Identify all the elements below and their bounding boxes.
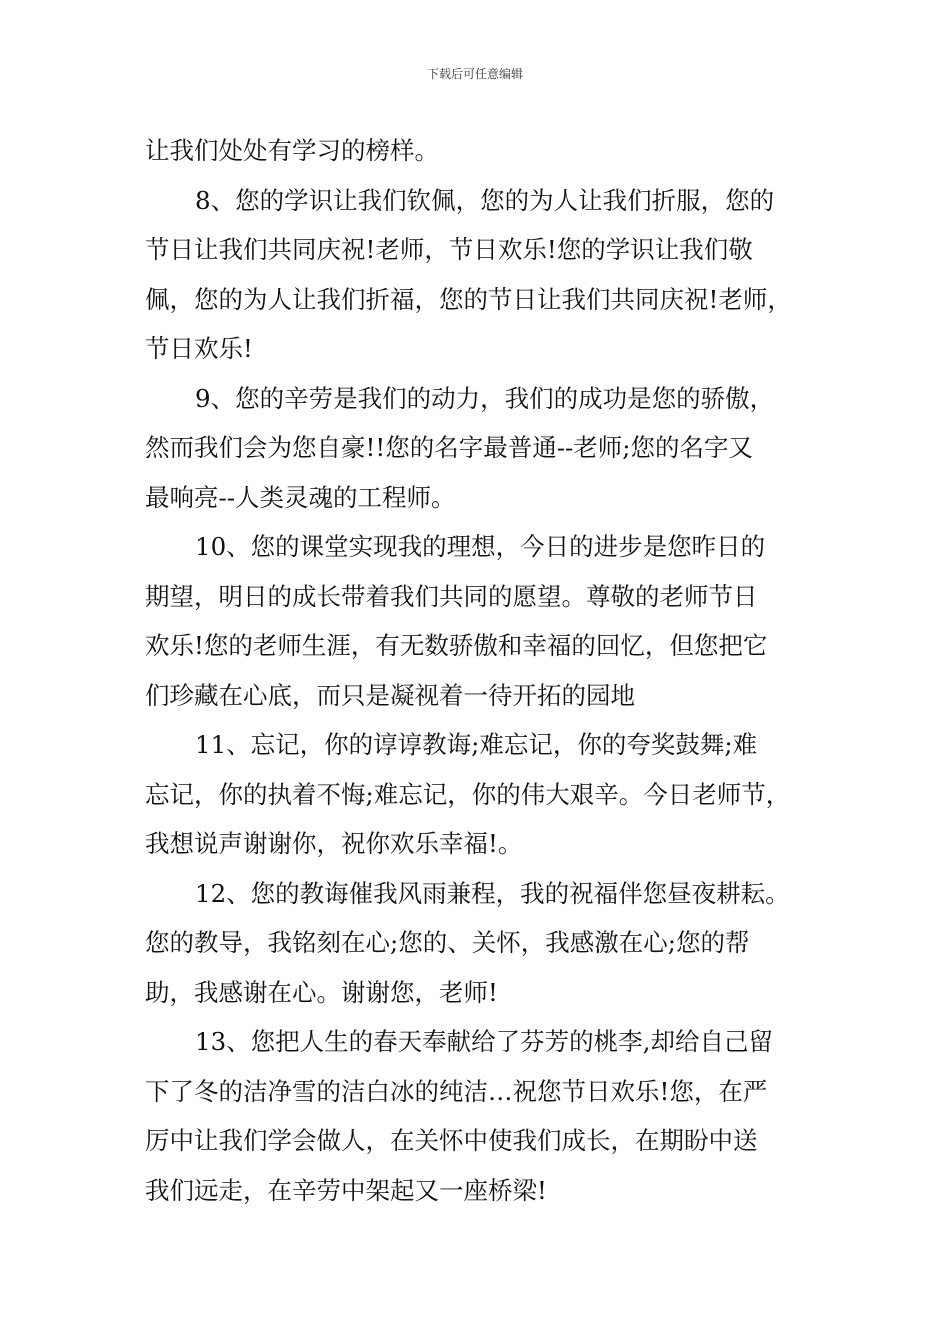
document-body xyxy=(145,126,815,1215)
text-line: 助，我感谢在心。谢谢您，老师! xyxy=(145,977,498,1007)
text-line: 我们远走，在辛劳中架起又一座桥梁! xyxy=(145,1175,547,1205)
text-line: 节日欢乐! xyxy=(145,334,253,363)
text-line: 让我们处处有学习的榜样。 xyxy=(145,136,439,165)
text-line: 然而我们会为您自豪!!您的名字最普通--老师;您的名字又 xyxy=(145,433,753,462)
text-line: 忘记，你的执着不悔;难忘记，你的伟大艰辛。今日老师节， xyxy=(145,779,791,809)
text-line: 13、您把人生的春天奉献给了芬芳的桃李,却给自己留 xyxy=(195,1027,773,1056)
paragraph-item-8 xyxy=(145,176,815,374)
text-line: 8、您的学识让我们钦佩，您的为人让我们折服，您的 xyxy=(195,185,775,215)
text-line: 佩，您的为人让我们折福，您的节日让我们共同庆祝!老师， xyxy=(145,284,792,314)
text-line: 10、您的课堂实现我的理想，今日的进步是您昨日的 xyxy=(195,532,766,561)
text-line: 期望，明日的成长带着我们共同的愿望。尊敬的老师节日 xyxy=(145,581,758,611)
text-line: 们珍藏在心底，而只是凝视着一待开拓的园地 xyxy=(145,680,635,710)
paragraph-item-13 xyxy=(145,1017,815,1215)
paragraph-item-12 xyxy=(145,869,815,1018)
text-line: 12、您的教诲催我风雨兼程，我的祝福伴您昼夜耕耘。 xyxy=(195,878,790,908)
page-header: 下载后可任意编辑 xyxy=(426,67,523,81)
text-line: 我想说声谢谢你，祝你欢乐幸福!。 xyxy=(145,829,523,858)
text-line: 最响亮--人类灵魂的工程师。 xyxy=(145,482,456,512)
text-line: 11、忘记，你的谆谆教诲;难忘记，你的夸奖鼓舞;难 xyxy=(195,730,758,759)
paragraph-item-10 xyxy=(145,522,815,720)
text-line: 欢乐!您的老师生涯，有无数骄傲和幸福的回忆，但您把它 xyxy=(145,631,768,660)
paragraph-continuation xyxy=(145,126,815,176)
text-line: 节日让我们共同庆祝!老师，节日欢乐!您的学识让我们敬 xyxy=(145,235,753,264)
text-line: 您的教导，我铭刻在心;您的、关怀，我感激在心;您的帮 xyxy=(145,928,750,957)
paragraph-item-11 xyxy=(145,720,815,869)
text-line: 厉中让我们学会做人，在关怀中使我们成长，在期盼中送 xyxy=(145,1126,758,1155)
text-line: 9、您的辛劳是我们的动力，我们的成功是您的骄傲， xyxy=(195,383,775,413)
paragraph-item-9 xyxy=(145,374,815,523)
text-line: 下了冬的洁净雪的洁白冰的纯洁…祝您节日欢乐!您，在严 xyxy=(145,1076,768,1106)
